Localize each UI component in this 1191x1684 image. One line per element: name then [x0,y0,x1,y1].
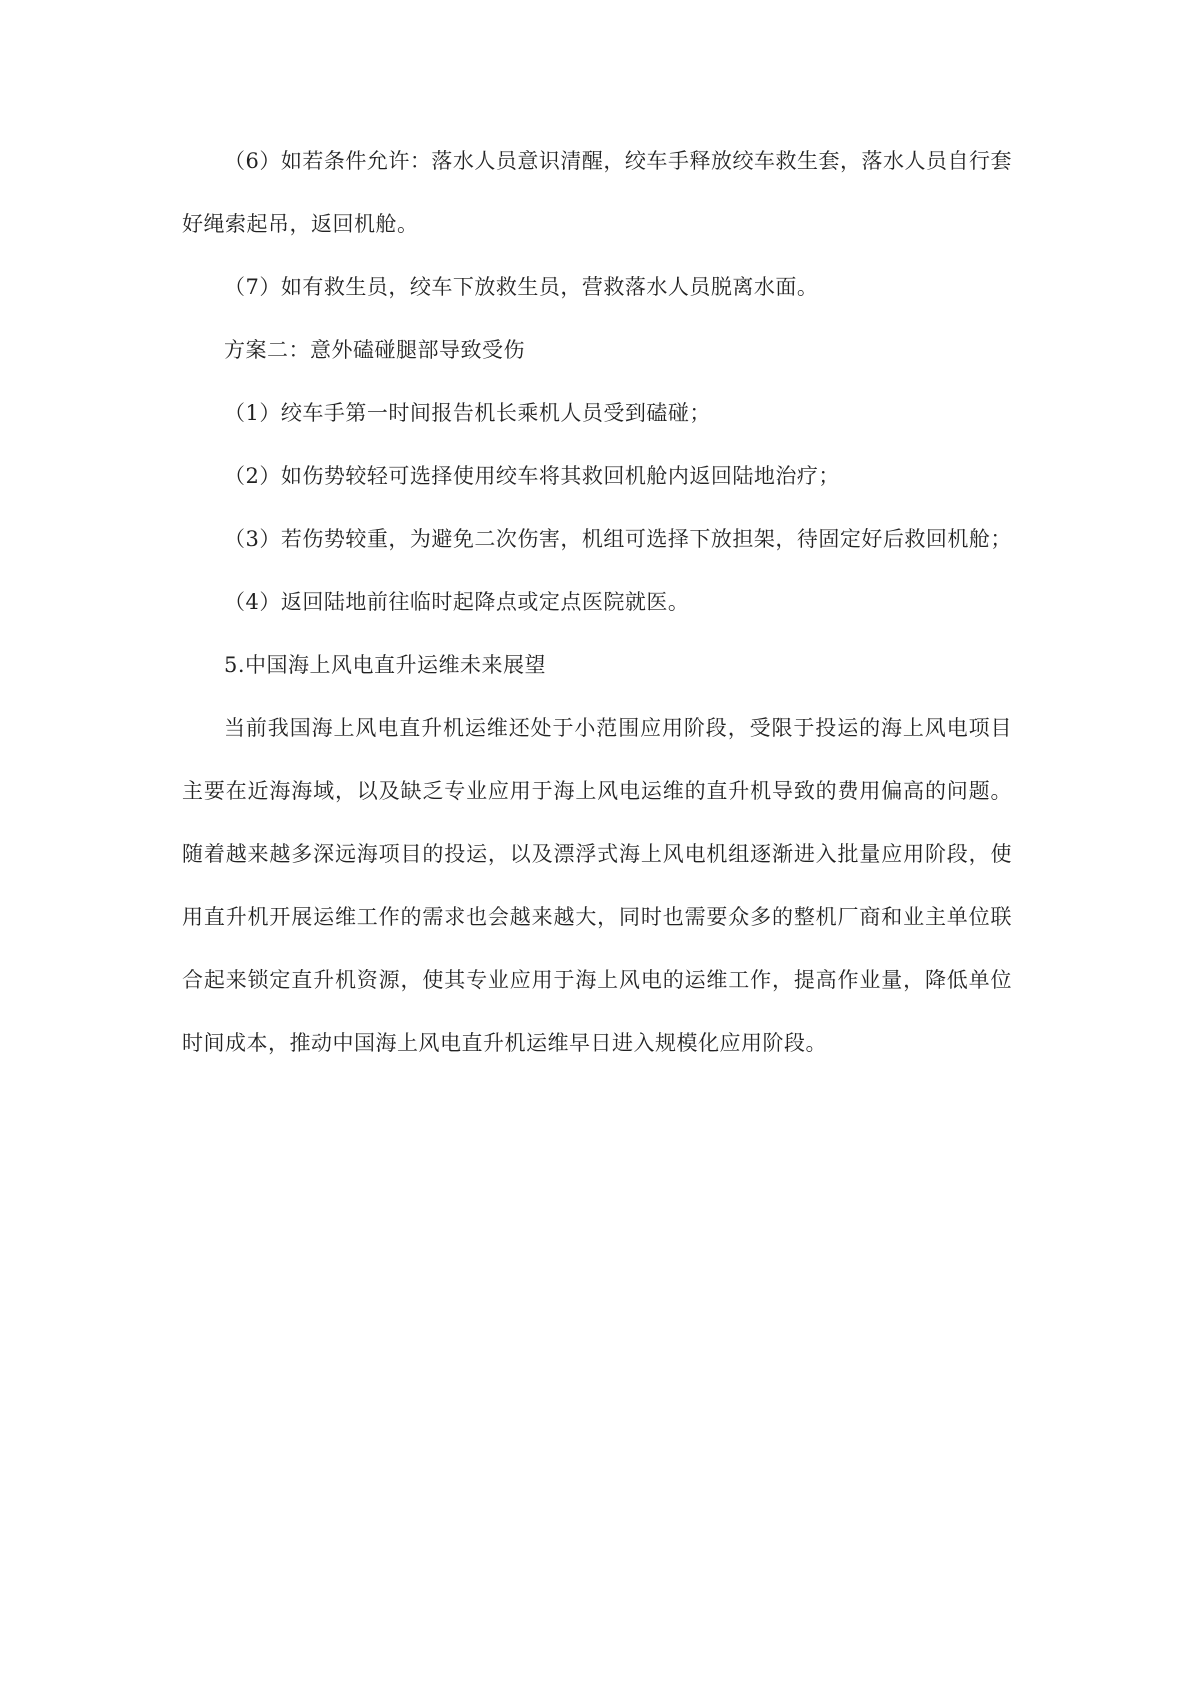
section-heading: 5.中国海上风电直升运维未来展望 [224,653,547,677]
paragraph-plan-two-step-4: （4）返回陆地前往临时起降点或定点医院就医。 [224,590,690,614]
paragraph-step-7: （7）如有救生员，绞车下放救生员，营救落水人员脱离水面。 [224,275,819,299]
paragraph-plan-two-step-1: （1）绞车手第一时间报告机长乘机人员受到磕碰； [224,401,711,425]
paragraph-step-6: （6）如若条件允许：落水人员意识清醒，绞车手释放绞车救生套，落水人员自行套好绳索起吊，返回机舱。 [182,149,1012,236]
paragraph-plan-two-step-2: （2）如伤势较轻可选择使用绞车将其救回机舱内返回陆地治疗； [224,464,840,488]
document-body [182,130,1012,1075]
paragraph-plan-two-title: 方案二：意外磕碰腿部导致受伤 [224,338,525,362]
paragraph-outlook: 当前我国海上风电直升机运维还处于小范围应用阶段，受限于投运的海上风电项目主要在近海海域，以及缺乏专业应用于海上风电运维的直升机导致的费用偏高的问题。随着越来越多深远海项目的投运，以及漂浮式海上风电机组逐渐进入批量应用阶段，使用直升机开展运维工作的需求也会越来越大，同时也需要众多的整机厂商和业主单位联合起来锁定直升机资源，使其专业应用于海上风电的运维工作，提高作业量，降低单位时间成本，推动中国海上风电直升机运维早日进入规模化应用阶段。 [182,716,1012,1055]
paragraph-plan-two-step-3: （3）若伤势较重，为避免二次伤害，机组可选择下放担架，待固定好后救回机舱； [224,527,1012,551]
